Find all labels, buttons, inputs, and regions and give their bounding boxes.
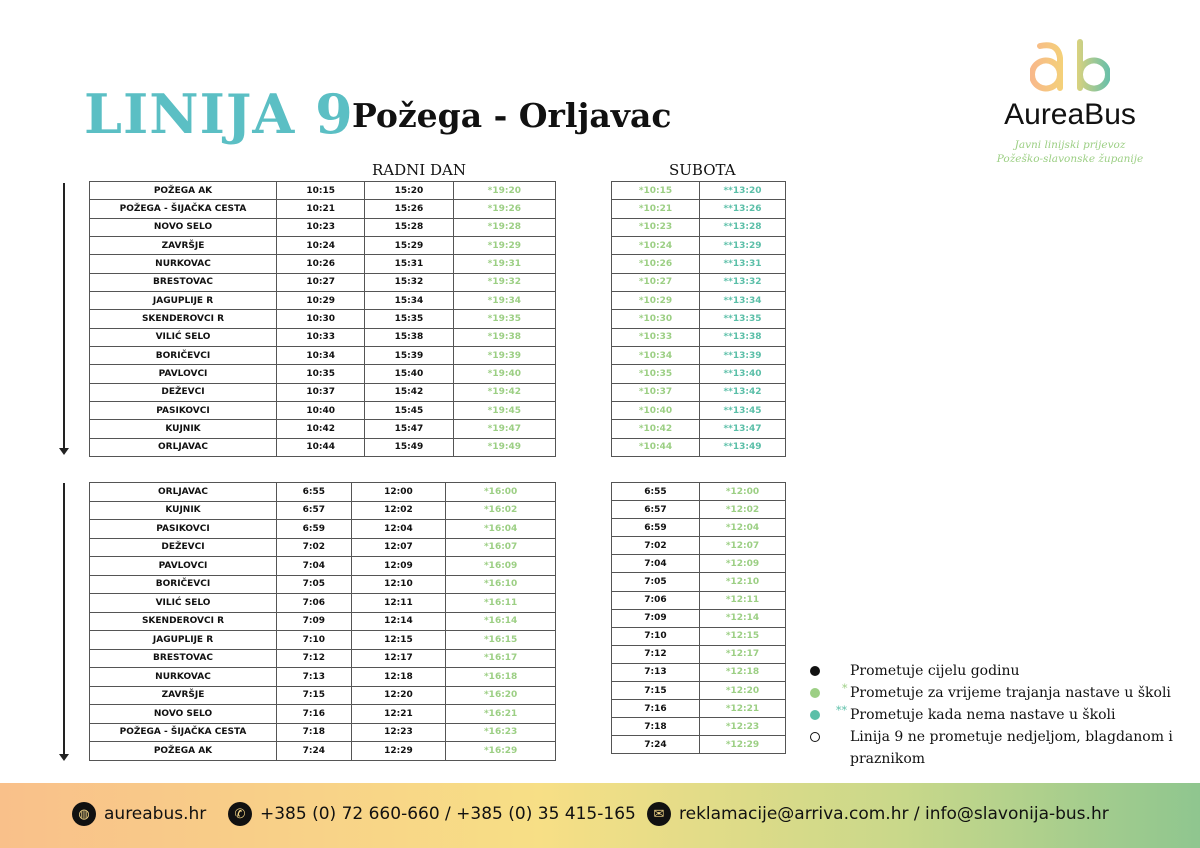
table-row — [90, 612, 556, 631]
table-row — [612, 291, 786, 309]
table-row — [90, 649, 556, 668]
table-row — [90, 705, 556, 724]
legend-item — [808, 726, 1196, 770]
departure-time: 7:16 — [612, 700, 700, 718]
departure-time: *16:04 — [446, 520, 556, 539]
departure-time: *19:45 — [453, 401, 555, 419]
departure-time: 12:07 — [351, 538, 446, 557]
departure-time: 15:20 — [365, 182, 453, 200]
departure-time: *16:29 — [446, 742, 556, 761]
stop-name: NURKOVAC — [90, 668, 277, 687]
departure-time: *16:00 — [446, 483, 556, 502]
departure-time: *19:49 — [453, 438, 555, 456]
departure-time: **13:34 — [700, 291, 786, 309]
stop-name: NOVO SELO — [90, 218, 277, 236]
inbound-weekday-table — [89, 482, 556, 761]
table-row — [612, 255, 786, 273]
departure-time: *10:29 — [612, 291, 700, 309]
legend-item — [808, 682, 1196, 704]
table-row — [612, 591, 786, 609]
globe-icon: ◍ — [72, 802, 96, 826]
departure-time: **13:31 — [700, 255, 786, 273]
table-row — [612, 346, 786, 364]
line-title: LINIJA 9 — [84, 82, 354, 146]
table-row — [90, 438, 556, 456]
table-row — [612, 483, 786, 501]
departure-time: 7:09 — [277, 612, 352, 631]
table-row — [90, 200, 556, 218]
departure-time: *10:21 — [612, 200, 700, 218]
stop-name: VILIĆ SELO — [90, 594, 277, 613]
departure-time: 12:10 — [351, 575, 446, 594]
departure-time: *12:11 — [700, 591, 786, 609]
departure-time: 7:06 — [277, 594, 352, 613]
route-title: Požega - Orljavac — [352, 96, 672, 135]
departure-time: *16:10 — [446, 575, 556, 594]
departure-time: 10:27 — [277, 273, 365, 291]
table-row — [90, 310, 556, 328]
table-row — [612, 609, 786, 627]
legend-dot-icon — [810, 666, 820, 676]
stop-name: KUJNIK — [90, 501, 277, 520]
weekday-header: RADNI DAN — [372, 161, 466, 179]
departure-time: 10:42 — [277, 420, 365, 438]
departure-time: **13:28 — [700, 218, 786, 236]
aureabus-logo — [980, 38, 1160, 166]
departure-time: 15:28 — [365, 218, 453, 236]
table-row — [90, 483, 556, 502]
table-row — [612, 401, 786, 419]
legend-item — [808, 704, 1196, 726]
departure-time: 7:18 — [277, 723, 352, 742]
departure-time: *16:15 — [446, 631, 556, 650]
table-row — [612, 218, 786, 236]
departure-time: **13:35 — [700, 310, 786, 328]
departure-time: 7:05 — [612, 573, 700, 591]
departure-time: 15:38 — [365, 328, 453, 346]
stop-name: BRESTOVAC — [90, 649, 277, 668]
departure-time: *12:14 — [700, 609, 786, 627]
stop-name: PASIKOVCI — [90, 401, 277, 419]
stop-name: BORIČEVCI — [90, 575, 277, 594]
departure-time: *10:27 — [612, 273, 700, 291]
departure-time: 7:24 — [612, 736, 700, 754]
departure-time: *16:02 — [446, 501, 556, 520]
departure-time: **13:32 — [700, 273, 786, 291]
departure-time: 10:44 — [277, 438, 365, 456]
stop-name: NURKOVAC — [90, 255, 277, 273]
stop-name: BRESTOVAC — [90, 273, 277, 291]
departure-time: *12:15 — [700, 627, 786, 645]
table-row — [90, 520, 556, 539]
departure-time: *10:34 — [612, 346, 700, 364]
table-row — [90, 236, 556, 254]
table-row — [90, 255, 556, 273]
table-row — [90, 538, 556, 557]
departure-time: *10:42 — [612, 420, 700, 438]
email-icon: ✉ — [647, 802, 671, 826]
departure-time: *19:32 — [453, 273, 555, 291]
departure-time: *19:47 — [453, 420, 555, 438]
departure-time: *12:09 — [700, 555, 786, 573]
legend-dot-icon — [810, 710, 820, 720]
departure-time: 7:04 — [277, 557, 352, 576]
departure-time: *10:15 — [612, 182, 700, 200]
departure-time: 15:32 — [365, 273, 453, 291]
departure-time: 10:33 — [277, 328, 365, 346]
stop-name: POŽEGA - ŠIJAČKA CESTA — [90, 723, 277, 742]
stop-name: PASIKOVCI — [90, 520, 277, 539]
departure-time: **13:47 — [700, 420, 786, 438]
departure-time: 12:00 — [351, 483, 446, 502]
departure-time: **13:38 — [700, 328, 786, 346]
departure-time: 15:29 — [365, 236, 453, 254]
departure-time: **13:45 — [700, 401, 786, 419]
departure-time: 10:23 — [277, 218, 365, 236]
departure-time: 12:02 — [351, 501, 446, 520]
departure-time: **13:29 — [700, 236, 786, 254]
departure-time: 6:59 — [277, 520, 352, 539]
departure-time: 7:24 — [277, 742, 352, 761]
phone-numbers: +385 (0) 72 660-660 / +385 (0) 35 415-165 — [260, 804, 636, 824]
departure-time: *19:34 — [453, 291, 555, 309]
departure-time: *19:31 — [453, 255, 555, 273]
table-row — [612, 383, 786, 401]
footer — [0, 783, 1200, 848]
departure-time: *12:29 — [700, 736, 786, 754]
departure-time: *10:33 — [612, 328, 700, 346]
table-row — [612, 273, 786, 291]
table-row — [90, 182, 556, 200]
departure-time: *19:38 — [453, 328, 555, 346]
table-row — [612, 438, 786, 456]
departure-time: 7:16 — [277, 705, 352, 724]
departure-time: *19:35 — [453, 310, 555, 328]
departure-time: *19:20 — [453, 182, 555, 200]
table-row — [612, 573, 786, 591]
departure-time: *16:07 — [446, 538, 556, 557]
table-row — [612, 537, 786, 555]
stop-name: KUJNIK — [90, 420, 277, 438]
stop-name: VILIĆ SELO — [90, 328, 277, 346]
departure-time: *10:26 — [612, 255, 700, 273]
departure-time: 6:55 — [277, 483, 352, 502]
table-row — [612, 236, 786, 254]
departure-time: 7:05 — [277, 575, 352, 594]
departure-time: 12:18 — [351, 668, 446, 687]
departure-time: *12:17 — [700, 645, 786, 663]
departure-time: 10:21 — [277, 200, 365, 218]
departure-time: 12:17 — [351, 649, 446, 668]
departure-time: *12:10 — [700, 573, 786, 591]
table-row — [90, 401, 556, 419]
departure-time: 12:21 — [351, 705, 446, 724]
legend-text: Prometuje cijelu godinu — [850, 663, 1020, 679]
departure-time: 12:14 — [351, 612, 446, 631]
stop-name: DEŽEVCI — [90, 383, 277, 401]
departure-time: 15:35 — [365, 310, 453, 328]
stop-name: PAVLOVCI — [90, 557, 277, 576]
departure-time: 15:34 — [365, 291, 453, 309]
departure-time: *16:21 — [446, 705, 556, 724]
stop-name: SKENDEROVCI R — [90, 310, 277, 328]
departure-time: *19:29 — [453, 236, 555, 254]
departure-time: 12:09 — [351, 557, 446, 576]
departure-time: 15:26 — [365, 200, 453, 218]
legend-star: * — [842, 682, 848, 695]
departure-time: *19:39 — [453, 346, 555, 364]
table-row — [612, 682, 786, 700]
departure-time: 12:15 — [351, 631, 446, 650]
departure-time: 12:11 — [351, 594, 446, 613]
logo-name: AureaBus — [1004, 98, 1136, 131]
table-row — [90, 686, 556, 705]
logo-tagline-2: Požeško-slavonske županije — [996, 153, 1144, 165]
departure-time: 7:10 — [612, 627, 700, 645]
stop-name: BORIČEVCI — [90, 346, 277, 364]
legend-dot-icon — [810, 688, 820, 698]
table-row — [90, 668, 556, 687]
departure-time: **13:20 — [700, 182, 786, 200]
outbound-weekday-table — [89, 181, 556, 457]
table-row — [612, 555, 786, 573]
table-row — [90, 501, 556, 520]
departure-time: 7:09 — [612, 609, 700, 627]
departure-time: 7:15 — [277, 686, 352, 705]
departure-time: *16:09 — [446, 557, 556, 576]
table-row — [90, 346, 556, 364]
departure-time: 6:57 — [612, 501, 700, 519]
legend-item — [808, 660, 1196, 682]
stop-name: PAVLOVCI — [90, 365, 277, 383]
departure-time: 15:40 — [365, 365, 453, 383]
stop-name: JAGUPLIJE R — [90, 291, 277, 309]
table-row — [612, 645, 786, 663]
table-row — [90, 723, 556, 742]
departure-time: 10:35 — [277, 365, 365, 383]
departure-time: 12:04 — [351, 520, 446, 539]
legend-text: Prometuje kada nema nastave u školi — [850, 707, 1116, 723]
departure-time: *12:21 — [700, 700, 786, 718]
stop-name: ORLJAVAC — [90, 438, 277, 456]
logo-tagline-1: Javni linijski prijevoz — [1014, 139, 1126, 151]
departure-time: 7:04 — [612, 555, 700, 573]
departure-time: 15:42 — [365, 383, 453, 401]
departure-time: 10:26 — [277, 255, 365, 273]
departure-time: 15:45 — [365, 401, 453, 419]
stop-name: JAGUPLIJE R — [90, 631, 277, 650]
table-row — [90, 291, 556, 309]
departure-time: *12:20 — [700, 682, 786, 700]
phone-icon: ✆ — [228, 802, 252, 826]
departure-time: 10:29 — [277, 291, 365, 309]
departure-time: *12:04 — [700, 519, 786, 537]
table-row — [90, 328, 556, 346]
departure-time: **13:49 — [700, 438, 786, 456]
departure-time: *19:28 — [453, 218, 555, 236]
departure-time: **13:26 — [700, 200, 786, 218]
table-row — [90, 365, 556, 383]
direction-arrow-inbound — [63, 483, 65, 759]
departure-time: 10:24 — [277, 236, 365, 254]
departure-time: *12:23 — [700, 718, 786, 736]
stop-name: POŽEGA AK — [90, 182, 277, 200]
departure-time: 10:30 — [277, 310, 365, 328]
table-row — [90, 742, 556, 761]
website-link[interactable]: aureabus.hr — [104, 804, 207, 824]
table-row — [612, 663, 786, 681]
departure-time: 7:10 — [277, 631, 352, 650]
table-row — [612, 718, 786, 736]
table-row — [90, 557, 556, 576]
departure-time: *12:18 — [700, 663, 786, 681]
departure-time: 6:57 — [277, 501, 352, 520]
departure-time: 10:34 — [277, 346, 365, 364]
stop-name: POŽEGA - ŠIJAČKA CESTA — [90, 200, 277, 218]
legend-text: Prometuje za vrijeme trajanja nastave u školi — [850, 685, 1171, 701]
table-row — [90, 383, 556, 401]
departure-time: 7:12 — [612, 645, 700, 663]
departure-time: *19:42 — [453, 383, 555, 401]
table-row — [612, 627, 786, 645]
table-row — [612, 310, 786, 328]
departure-time: 7:13 — [277, 668, 352, 687]
legend — [808, 660, 1196, 770]
departure-time: *10:24 — [612, 236, 700, 254]
table-row — [612, 501, 786, 519]
departure-time: 12:29 — [351, 742, 446, 761]
departure-time: 7:15 — [612, 682, 700, 700]
stop-name: ORLJAVAC — [90, 483, 277, 502]
legend-dot-icon — [810, 732, 820, 742]
departure-time: *16:23 — [446, 723, 556, 742]
departure-time: **13:42 — [700, 383, 786, 401]
departure-time: 15:47 — [365, 420, 453, 438]
departure-time: *12:02 — [700, 501, 786, 519]
direction-arrow-outbound — [63, 183, 65, 453]
departure-time: 7:13 — [612, 663, 700, 681]
departure-time: *16:18 — [446, 668, 556, 687]
table-row — [612, 328, 786, 346]
table-row — [612, 519, 786, 537]
legend-text: Linija 9 ne prometuje nedjeljom, blagdanom i praznikom — [850, 729, 1173, 767]
departure-time: 7:06 — [612, 591, 700, 609]
departure-time: 15:49 — [365, 438, 453, 456]
departure-time: *19:40 — [453, 365, 555, 383]
departure-time: *16:11 — [446, 594, 556, 613]
table-row — [612, 200, 786, 218]
stop-name: DEŽEVCI — [90, 538, 277, 557]
departure-time: *10:37 — [612, 383, 700, 401]
departure-time: *10:44 — [612, 438, 700, 456]
departure-time: 7:18 — [612, 718, 700, 736]
departure-time: *16:14 — [446, 612, 556, 631]
inbound-saturday-table — [611, 482, 786, 754]
departure-time: 12:23 — [351, 723, 446, 742]
departure-time: *12:00 — [700, 483, 786, 501]
saturday-header: SUBOTA — [669, 161, 736, 179]
departure-time: 7:02 — [277, 538, 352, 557]
departure-time: 10:40 — [277, 401, 365, 419]
departure-time: 10:37 — [277, 383, 365, 401]
departure-time: 6:59 — [612, 519, 700, 537]
departure-time: *10:23 — [612, 218, 700, 236]
table-row — [612, 420, 786, 438]
email-addresses: reklamacije@arriva.com.hr / info@slavonija-bus.hr — [679, 804, 1109, 824]
stop-name: NOVO SELO — [90, 705, 277, 724]
stop-name: SKENDEROVCI R — [90, 612, 277, 631]
departure-time: 6:55 — [612, 483, 700, 501]
table-row — [612, 365, 786, 383]
stop-name: POŽEGA AK — [90, 742, 277, 761]
table-row — [90, 218, 556, 236]
departure-time: **13:39 — [700, 346, 786, 364]
table-row — [612, 182, 786, 200]
departure-time: *10:40 — [612, 401, 700, 419]
outbound-saturday-table — [611, 181, 786, 457]
departure-time: 10:15 — [277, 182, 365, 200]
departure-time: *16:17 — [446, 649, 556, 668]
table-row — [90, 575, 556, 594]
table-row — [90, 273, 556, 291]
ab-logo-icon — [1030, 38, 1110, 96]
stop-name: ZAVRŠJE — [90, 236, 277, 254]
table-row — [612, 736, 786, 754]
departure-time: *10:30 — [612, 310, 700, 328]
departure-time: 12:20 — [351, 686, 446, 705]
departure-time: *19:26 — [453, 200, 555, 218]
departure-time: 7:12 — [277, 649, 352, 668]
departure-time: *16:20 — [446, 686, 556, 705]
table-row — [612, 700, 786, 718]
legend-star: ** — [836, 704, 847, 717]
table-row — [90, 631, 556, 650]
table-row — [90, 420, 556, 438]
departure-time: 7:02 — [612, 537, 700, 555]
departure-time: *12:07 — [700, 537, 786, 555]
stop-name: ZAVRŠJE — [90, 686, 277, 705]
table-row — [90, 594, 556, 613]
departure-time: **13:40 — [700, 365, 786, 383]
departure-time: *10:35 — [612, 365, 700, 383]
departure-time: 15:31 — [365, 255, 453, 273]
departure-time: 15:39 — [365, 346, 453, 364]
